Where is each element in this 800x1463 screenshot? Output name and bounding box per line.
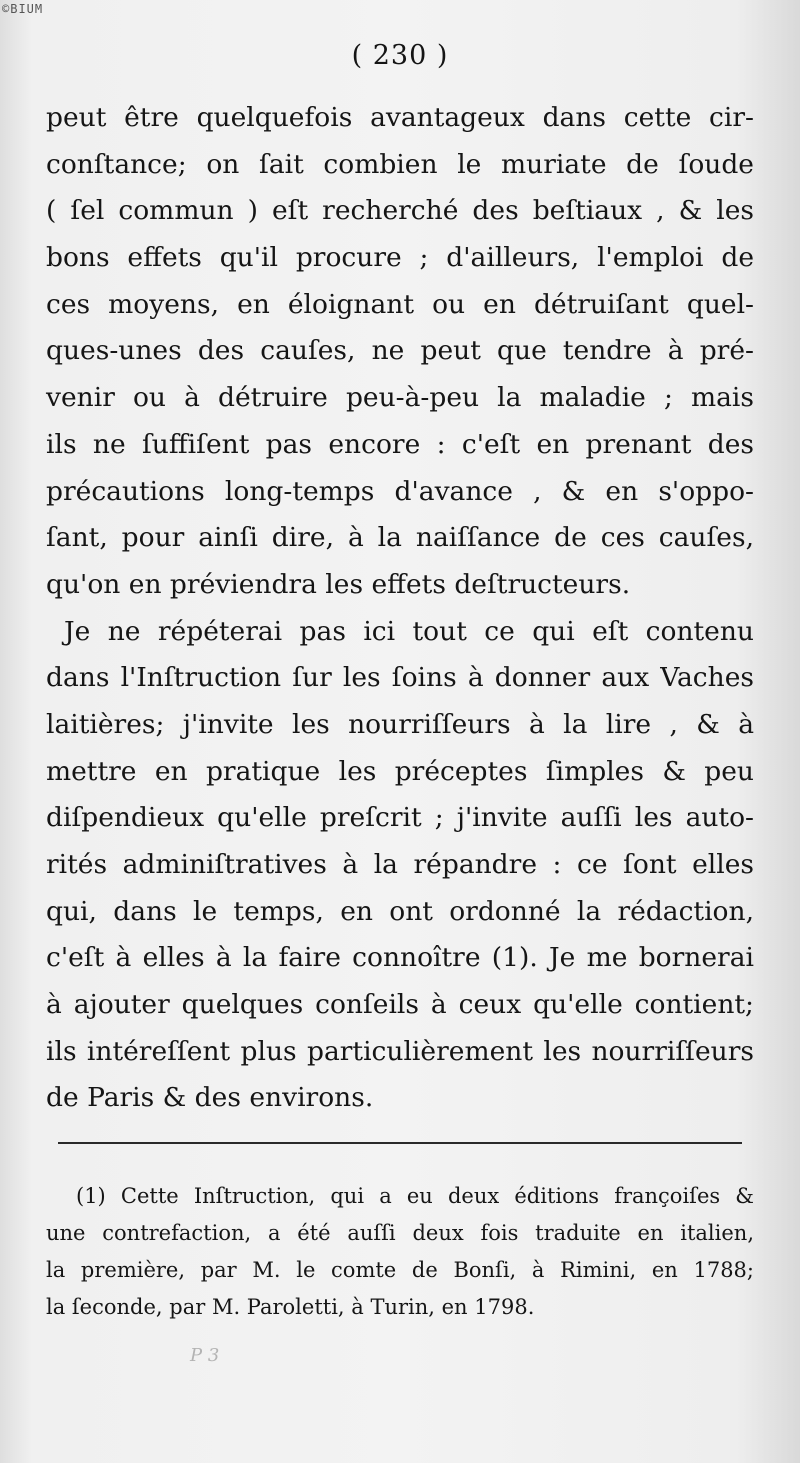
library-watermark: ©BIUM xyxy=(2,2,44,16)
body-line: laitières; j'invite les nourriſſeurs à la lire , & à xyxy=(46,708,754,740)
body-line: ( ſel commun ) eſt recherché des beſtiaux , & les xyxy=(46,195,754,227)
body-line: diſpendieux qu'elle preſcrit ; j'invite auſſi les auto- xyxy=(46,802,754,834)
footnote xyxy=(46,1178,754,1326)
body-line: dans l'Inſtruction ſur les ſoins à donner aux Vaches xyxy=(46,662,754,694)
body-text xyxy=(46,95,754,1122)
body-line: ces moyens, en éloignant ou en détruiſant quel- xyxy=(46,288,754,320)
body-line: ques-unes des cauſes, ne peut que tendre à pré- xyxy=(46,335,754,367)
body-line: venir ou à détruire peu-à-peu la maladie ; mais xyxy=(46,382,754,414)
body-line: précautions long-temps d'avance , & en s'oppo- xyxy=(46,475,754,507)
body-line: c'eſt à elles à la faire connoître (1). Je me bornerai xyxy=(46,942,754,974)
body-line: de Paris & des environs. xyxy=(46,1082,374,1114)
body-line: qu'on en préviendra les effets deſtructeurs. xyxy=(46,568,631,600)
footnote-line: une contrefaction, a été auſſi deux fois traduite en italien, xyxy=(46,1221,754,1245)
body-line: conſtance; on ſait combien le muriate de ſoude xyxy=(46,148,754,180)
footnote-line: (1) Cette Inſtruction, qui a eu deux éditions françoiſes & xyxy=(76,1184,754,1208)
body-line: peut être quelquefois avantageux dans cette cir- xyxy=(46,102,754,133)
body-line: bons effets qu'il procure ; d'ailleurs, l'emploi de xyxy=(46,242,754,274)
signature-mark: P 3 xyxy=(190,1345,220,1366)
body-line: ſant, pour ainſi dire, à la naiſſance de ces cauſes, xyxy=(46,522,754,554)
body-line: qui, dans le temps, en ont ordonné la rédaction, xyxy=(46,895,754,927)
body-line: rités adminiſtratives à la répandre : ce ſont elles xyxy=(46,849,754,880)
body-line: mettre en pratique les préceptes ſimples & peu xyxy=(46,755,754,787)
footnote-line: la ſeconde, par M. Paroletti, à Turin, en 1798. xyxy=(46,1295,535,1319)
body-line: à ajouter quelques conſeils à ceux qu'elle contient; xyxy=(46,989,754,1021)
footnote-line: la première, par M. le comte de Bonſi, à Rimini, en 1788; xyxy=(46,1258,754,1282)
body-line: ils ne ſuffiſent pas encore : c'eſt en prenant des xyxy=(46,428,754,460)
page-number: ( 230 ) xyxy=(351,40,449,71)
footnote-rule xyxy=(58,1142,742,1144)
body-line: Je ne répéterai pas ici tout ce qui eſt contenu xyxy=(64,615,754,647)
body-line: ils intéreſſent plus particulièrement les nourriſſeurs xyxy=(46,1035,754,1067)
